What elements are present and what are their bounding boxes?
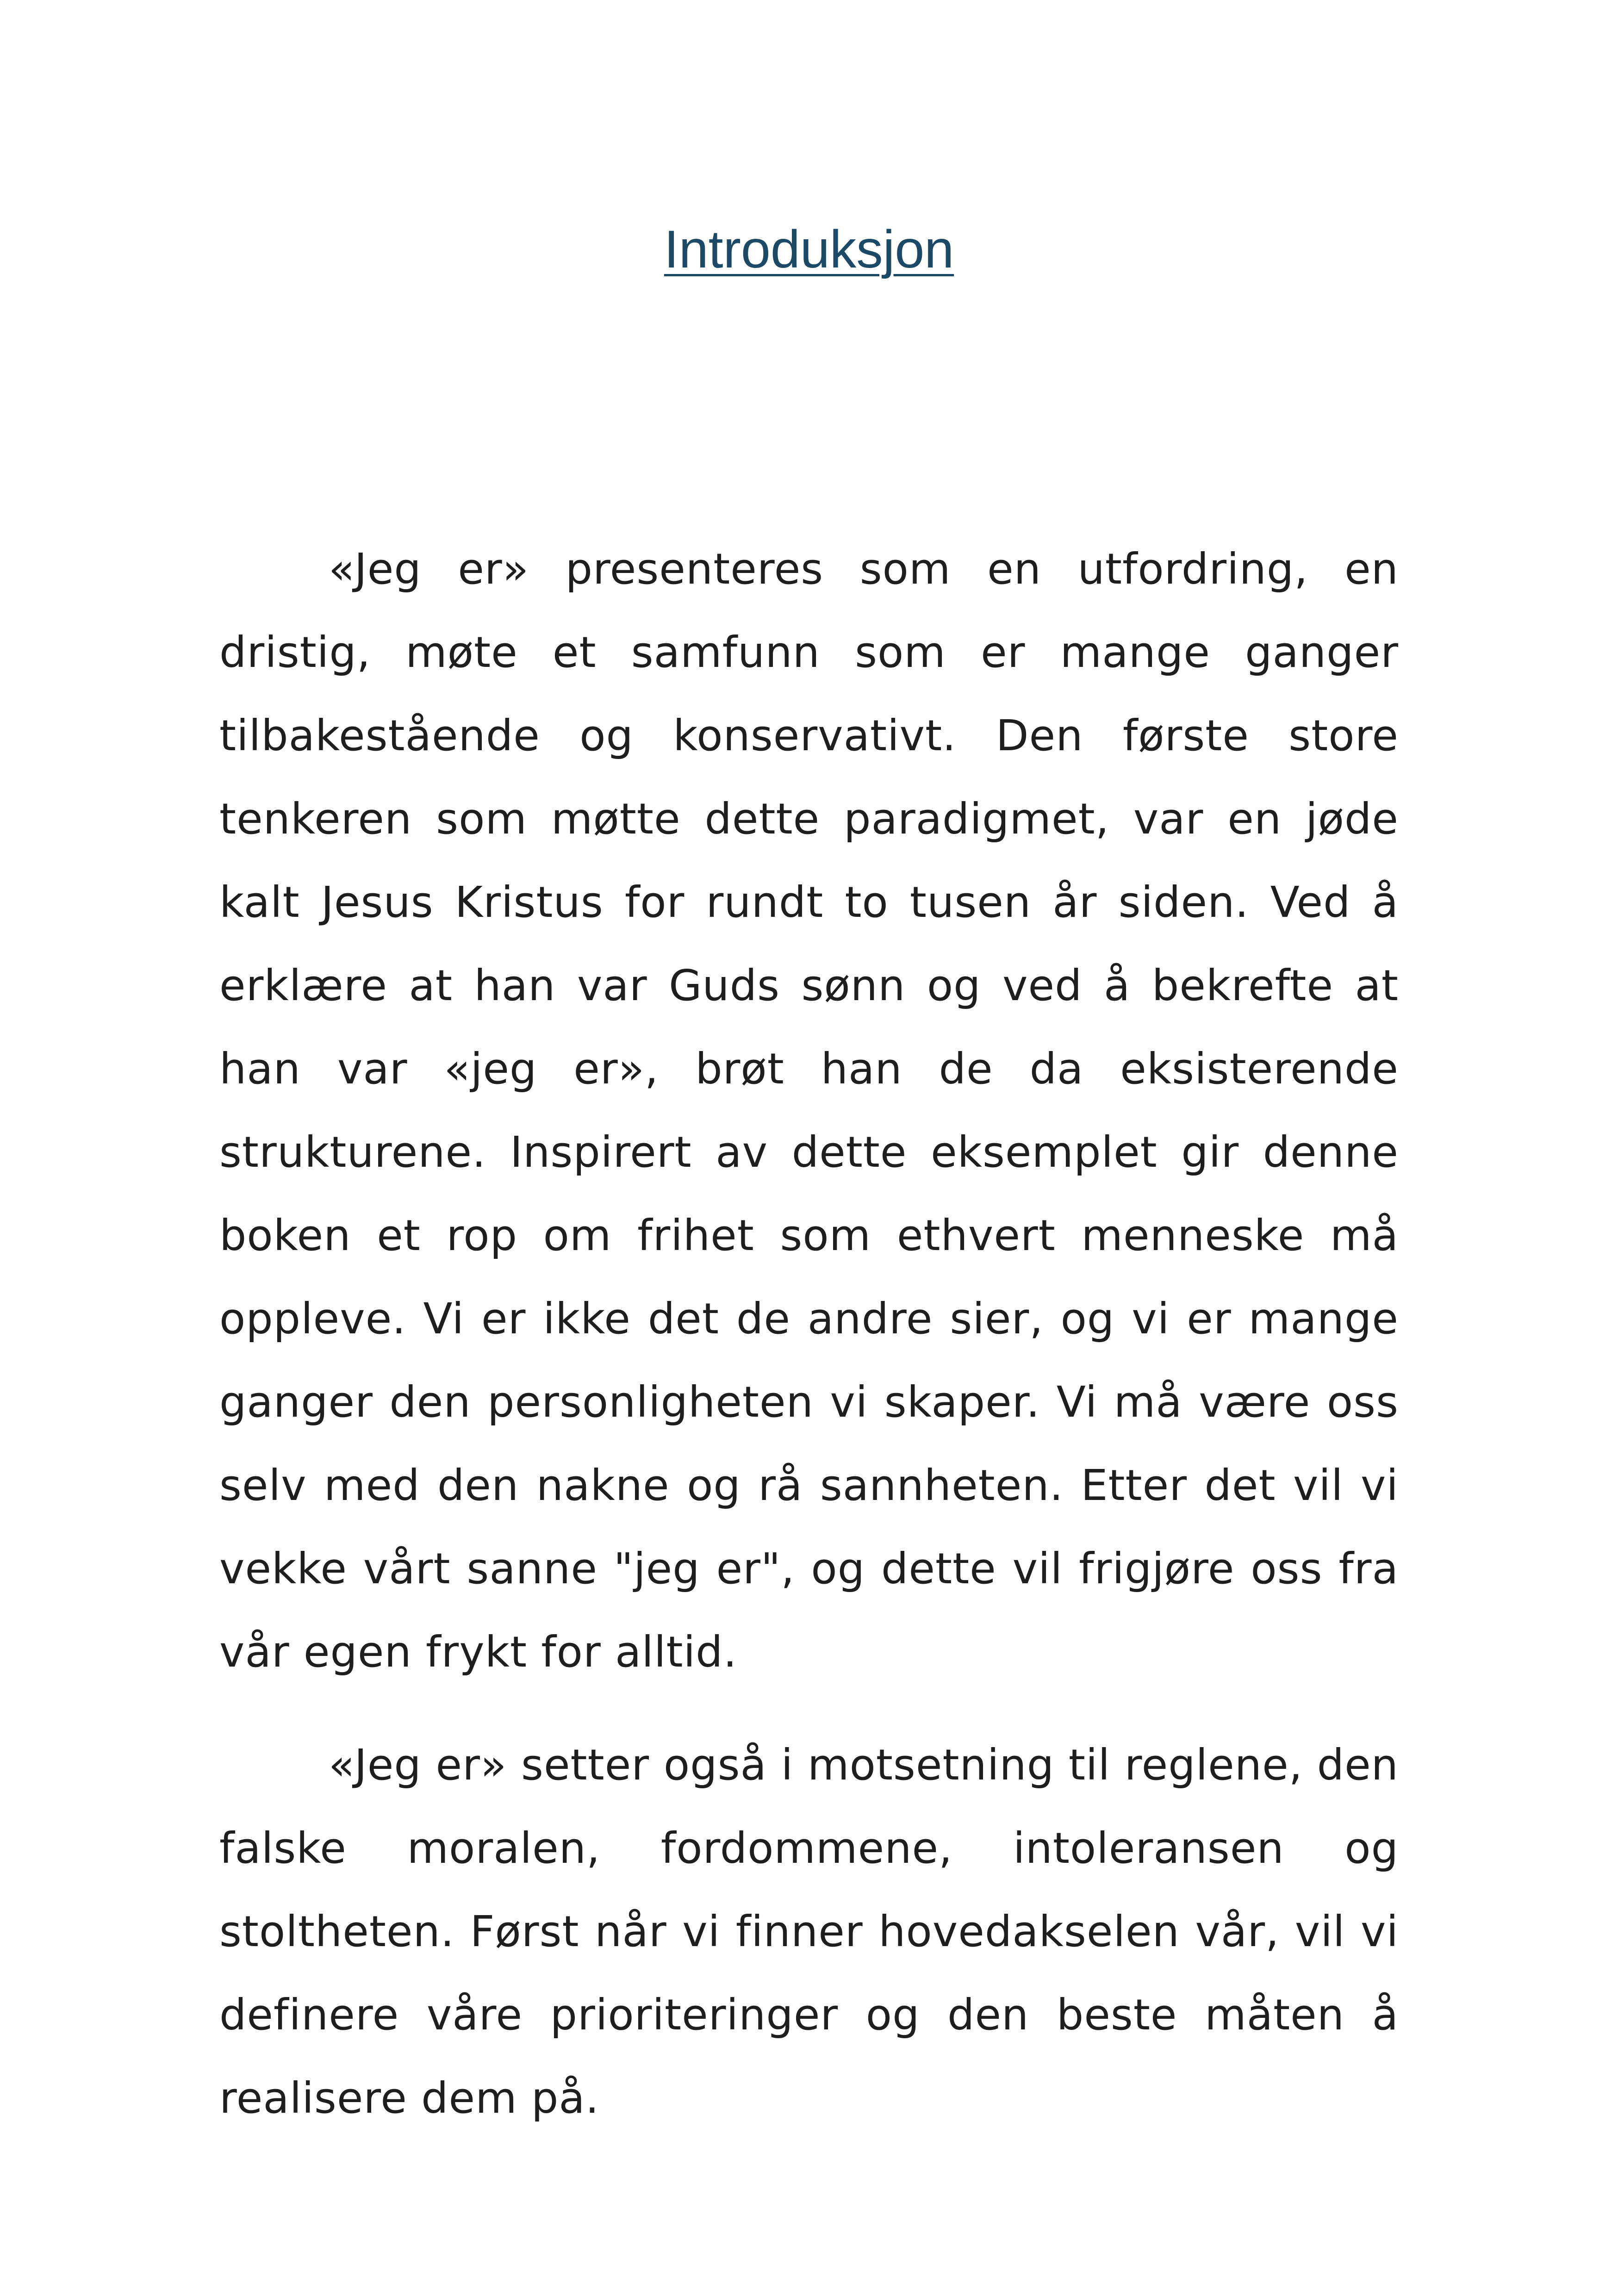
page-title: Introduksjon [664,220,954,279]
body-text [219,528,1399,2140]
paragraph-2: «Jeg er» setter også i motsetning til reglene, den falske moralen, fordommene, intoleransen og stoltheten. Først når vi finner hovedakselen vår, vil vi definere våre prioriteringer og den beste måten å realisere dem på. [219,1740,1399,2123]
paragraph-1: «Jeg er» presenteres som en utfordring, en dristig, møte et samfunn som er mange ganger tilbakestående og konservativt. Den første store tenkeren som møtte dette paradigmet, var en jøde kalt Jesus Kristus for rundt to tusen år siden. Ved å erklære at han var Guds sønn og ved å bekrefte at han var «jeg er», brøt han de da eksisterende strukturene. Inspirert av dette eksemplet gir denne boken et rop om frihet som ethvert menneske må oppleve. Vi er ikke det de andre sier, og vi er mange ganger den personligheten vi skaper. Vi må være oss selv med den nakne og rå sannheten. Etter det vil vi vekke vårt sanne "jeg er", og dette vil frigjøre oss fra vår egen frykt for alltid. [219,544,1399,1677]
